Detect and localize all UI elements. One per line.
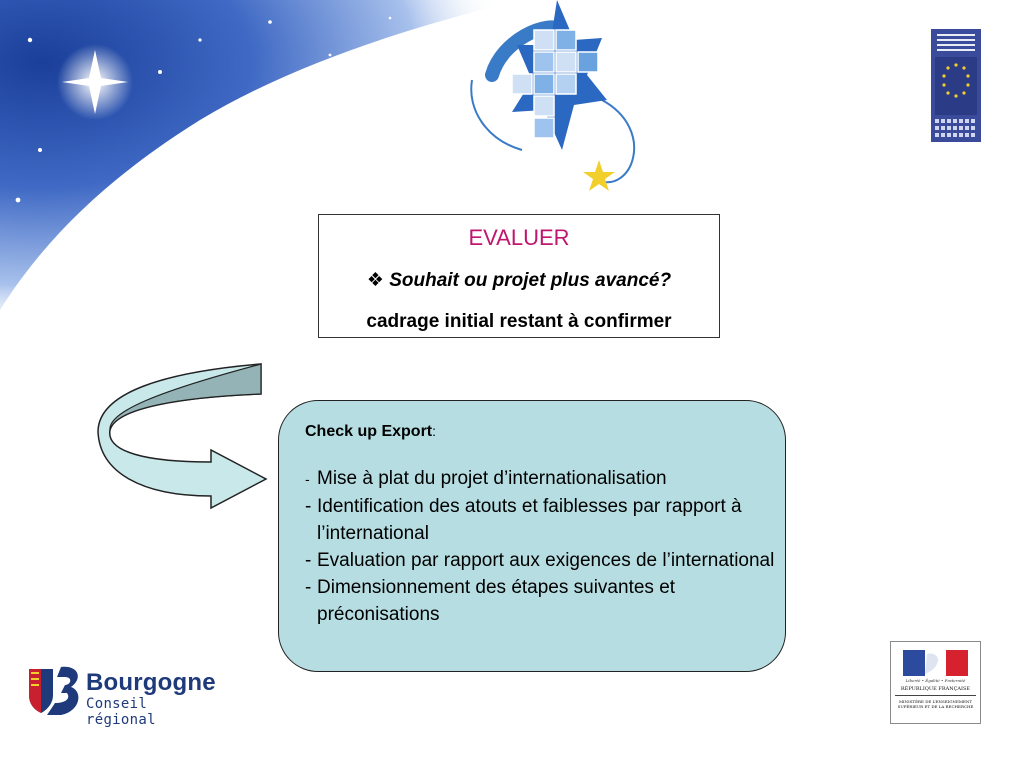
checkup-title-colon: : [432, 423, 437, 439]
evaluer-subtitle: cadrage initial restant à confirmer [366, 311, 672, 332]
list-item: - Identification des atouts et faiblesses par rapport à l’international [305, 496, 742, 544]
marianne-flag-icon [903, 650, 968, 676]
list-item: - Dimensionnement des étapes suivantes et préconisations [305, 577, 676, 625]
evaluer-question [319, 269, 719, 292]
diamond-bullet-icon: ❖ [366, 270, 384, 291]
checkup-list [305, 465, 775, 628]
list-item: - Mise à plat du projet d’internationalisation [305, 468, 667, 489]
ministere-name: MINISTÈRE DE L’ENSEIGNEMENT SUPÉRIEUR ET DE LA RECHERCHE [897, 699, 974, 709]
ministere-divider [895, 695, 976, 696]
curved-arrow-icon [96, 362, 271, 510]
bourgogne-subtitle: Conseil régional [86, 696, 156, 728]
list-item: - Evaluation par rapport aux exigences de l’international [305, 550, 775, 571]
bourgogne-name: Bourgogne [86, 669, 216, 696]
checkup-export-box [278, 400, 786, 672]
checkup-title [305, 423, 436, 441]
bourgogne-logo [27, 662, 217, 728]
evaluer-question-text: Souhait ou projet plus avancé? [389, 270, 672, 291]
star-emblem-icon [462, 0, 652, 200]
checkup-title-text: Check up Export [305, 423, 433, 440]
ministere-republique: RÉPUBLIQUE FRANÇAISE [900, 686, 971, 692]
evaluer-box [318, 214, 720, 338]
ministere-motto: Liberté • Égalité • Fraternité [905, 678, 966, 683]
evaluer-title: EVALUER [468, 225, 570, 250]
bourgogne-shield-icon [27, 665, 83, 717]
bic-logo [931, 29, 981, 142]
ministere-logo [890, 641, 981, 724]
